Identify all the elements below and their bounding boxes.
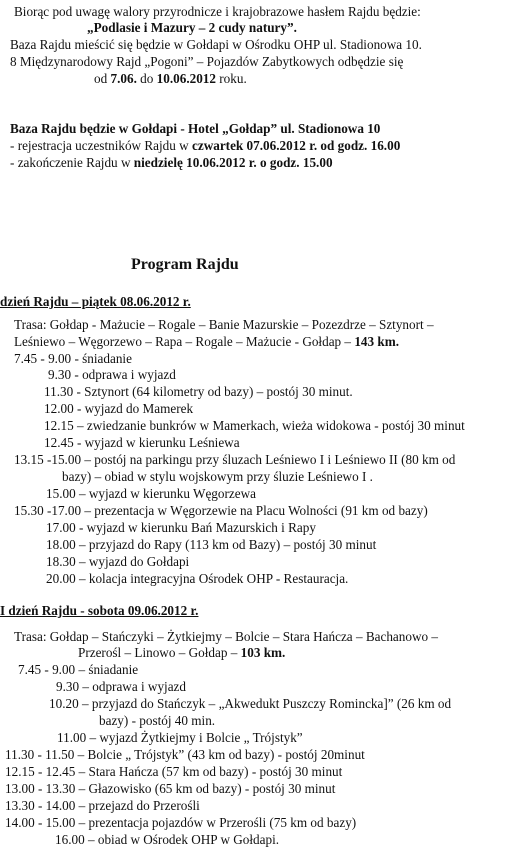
day2-item: bazy) - postój 40 min. bbox=[99, 713, 216, 728]
day2-item: 7.45 - 9.00 – śniadanie bbox=[18, 662, 139, 677]
day1-distance: 143 km. bbox=[354, 334, 400, 349]
day1-item: 12.00 - wyjazd do Mamerek bbox=[44, 401, 194, 416]
day2-item: 12.15 - 12.45 – Stara Hańcza (57 km od bazy) - postój 30 minut bbox=[5, 764, 343, 779]
intro-line-5-to: do bbox=[136, 71, 157, 86]
closing-label: - zakończenie Rajdu w bbox=[10, 155, 134, 170]
day1-item: 11.30 - Sztynort (64 kilometry od bazy) – postój 30 minut. bbox=[44, 384, 353, 399]
intro-line-3: Baza Rajdu mieścić się będzie w Gołdapi w Ośrodku OHP ul. Stadionowa 10. bbox=[10, 37, 422, 52]
intro-line-1: Biorąc pod uwagę walory przyrodnicze i krajobrazowe hasłem Rajdu będzie: bbox=[14, 4, 421, 19]
day1-item: 13.15 -15.00 – postój na parkingu przy śluzach Leśniewo I i Leśniewo II (80 km od bbox=[14, 452, 456, 467]
closing-line bbox=[10, 155, 333, 170]
day2-item: 9.30 – odprawa i wyjazd bbox=[56, 679, 187, 694]
closing-time: niedzielę 10.06.2012 r. o godz. 15.00 bbox=[133, 155, 333, 170]
registration-line bbox=[10, 138, 400, 153]
day2-item: 11.30 - 11.50 – Bolcie „ Trójstyk” (43 km od bazy) - postój 20minut bbox=[5, 747, 365, 762]
day2-item: 13.00 - 13.30 – Głazowisko (65 km od bazy) - postój 30 minut bbox=[5, 781, 336, 796]
program-title: Program Rajdu bbox=[131, 256, 239, 273]
day1-heading: dzień Rajdu – piątek 08.06.2012 r. bbox=[0, 294, 191, 309]
day1-item: 15.00 – wyjazd w kierunku Węgorzewa bbox=[46, 486, 256, 501]
day1-item: 9.30 - odprawa i wyjazd bbox=[48, 367, 176, 382]
end-date: 10.06.2012 bbox=[156, 71, 216, 86]
start-date: 7.06. bbox=[110, 71, 137, 86]
day2-distance: 103 km. bbox=[240, 645, 286, 660]
intro-line-5-year: roku. bbox=[215, 71, 247, 86]
base-title: Baza Rajdu będzie w Gołdapi - Hotel „Gołdap” ul. Stadionowa 10 bbox=[10, 121, 381, 136]
day1-route-1: Trasa: Gołdap - Mażucie – Rogale – Banie Mazurskie – Pozezdrze – Sztynort – bbox=[14, 317, 434, 332]
day2-item: 16.00 – obiad w Ośrodek OHP w Gołdapi. bbox=[55, 832, 280, 847]
day2-route-2 bbox=[78, 645, 285, 660]
day1-item: 7.45 - 9.00 - śniadanie bbox=[14, 351, 132, 366]
day1-item: bazy) – obiad w stylu wojskowym przy śluzie Leśniewo I . bbox=[62, 469, 373, 484]
intro-line-5-from: od bbox=[94, 71, 111, 86]
day1-item: 12.45 - wyjazd w kierunku Leśniewa bbox=[44, 435, 240, 450]
day2-heading: I dzień Rajdu - sobota 09.06.2012 r. bbox=[0, 603, 199, 618]
day1-item: 15.30 -17.00 – prezentacja w Węgorzewie na Placu Wolności (91 km od bazy) bbox=[14, 503, 428, 518]
day1-route-places: Leśniewo – Węgorzewo – Rapa – Rogale – Mażucie - Gołdap – bbox=[14, 334, 355, 349]
day2-item: 14.00 - 15.00 – prezentacja pojazdów w Przerośli (75 km od bazy) bbox=[5, 815, 357, 830]
day1-item: 20.00 – kolacja integracyjna Ośrodek OHP - Restauracja. bbox=[46, 571, 349, 586]
day2-item: 10.20 – przyjazd do Stańczyk – „Akwedukt Puszczy Romincka]” (26 km od bbox=[49, 696, 452, 711]
day1-item: 17.00 - wyjazd w kierunku Bań Mazurskich i Rapy bbox=[46, 520, 316, 535]
intro-line-5 bbox=[94, 71, 247, 86]
day1-item: 18.00 – przyjazd do Rapy (113 km od Bazy) – postój 30 minut bbox=[46, 537, 377, 552]
day1-item: 12.15 – zwiedzanie bunkrów w Mamerkach, wieża widokowa - postój 30 minut bbox=[44, 418, 465, 433]
intro-line-4: 8 Międzynarodowy Rajd „Pogoni” – Pojazdów Zabytkowych odbędzie się bbox=[10, 54, 404, 69]
registration-time: czwartek 07.06.2012 r. od godz. 16.00 bbox=[192, 138, 401, 153]
day2-item: 11.00 – wyjazd Żytkiejmy i Bolcie „ Trójstyk” bbox=[57, 730, 303, 745]
day2-item: 13.30 - 14.00 – przejazd do Przerośli bbox=[5, 798, 200, 813]
registration-label: - rejestracja uczestników Rajdu w bbox=[10, 138, 192, 153]
rally-motto: „Podlasie i Mazury – 2 cudy natury”. bbox=[87, 20, 297, 35]
day2-route-places: Przerośl – Linowo – Gołdap – bbox=[78, 645, 241, 660]
day1-item: 18.30 – wyjazd do Gołdapi bbox=[46, 554, 190, 569]
day1-route-2 bbox=[14, 334, 399, 349]
day2-route-1: Trasa: Gołdap – Stańczyki – Żytkiejmy – Bolcie – Stara Hańcza – Bachanowo – bbox=[14, 629, 438, 644]
